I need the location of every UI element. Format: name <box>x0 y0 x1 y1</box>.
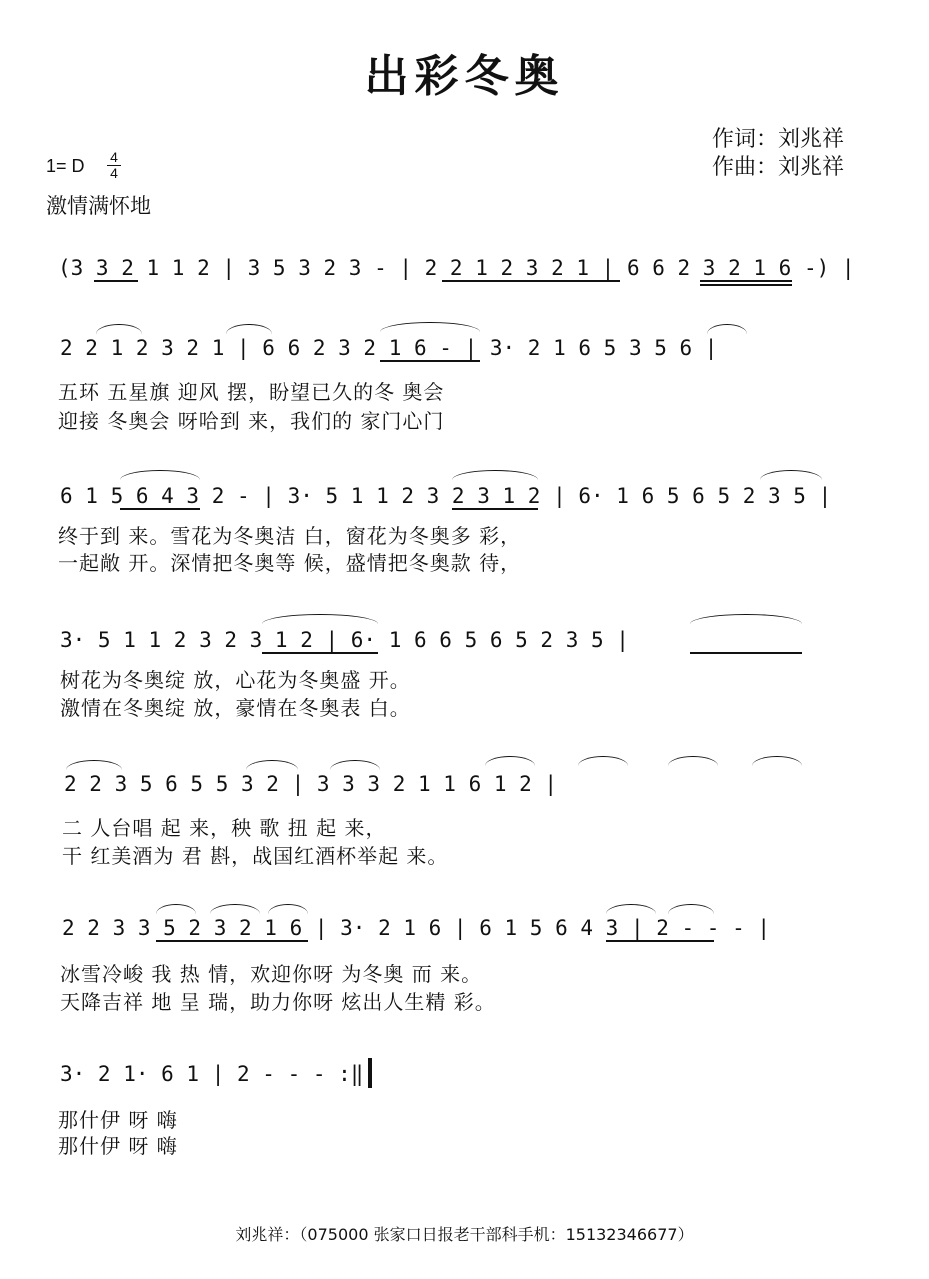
time-signature <box>104 150 124 181</box>
system-1-notes: (3 3 2 1 1 2 | 3 5 3 2 3 - | 2 2 1 2 3 2 1 | 6 6 2 3 2 1 6 -) | <box>58 256 855 280</box>
final-barline <box>368 1058 372 1088</box>
system-5-lyrics-verse-2: 干 红美酒为 君 斟，战国红酒杯举起 来。 <box>62 844 449 868</box>
slur <box>268 904 308 914</box>
slur <box>668 756 718 766</box>
underline <box>452 508 538 510</box>
underline <box>156 940 308 942</box>
system-3-lyrics-verse-1: 终于到 来。雪花为冬奥洁 白，窗花为冬奥多 彩， <box>58 524 522 548</box>
slur <box>606 904 656 914</box>
underline <box>442 280 620 282</box>
slur <box>760 470 822 480</box>
system-5-notes: 2 2 3 5 6 5 5 3 2 | 3 3 3 2 1 1 6 1 2 | <box>64 772 558 796</box>
system-4-lyrics-verse-2: 激情在冬奥绽 放，豪情在冬奥表 白。 <box>60 696 411 720</box>
system-4-lyrics-verse-1: 树花为冬奥绽 放，心花为冬奥盛 开。 <box>60 668 411 692</box>
slur <box>156 904 196 914</box>
composer-credit: 作曲：刘兆祥 <box>712 155 845 180</box>
lyricist-credit: 作词：刘兆祥 <box>712 127 845 152</box>
time-signature-bottom: 4 <box>110 165 118 181</box>
system-6-notes: 2 2 3 3 5 2 3 2 1 6 | 3· 2 1 6 | 6 1 5 6 4 3 | 2 - - - | <box>62 916 771 940</box>
slur <box>226 324 272 334</box>
slur <box>120 470 200 480</box>
system-3-lyrics-verse-2: 一起敞 开。深情把冬奥等 候，盛情把冬奥款 待， <box>58 551 522 575</box>
system-4-notes: 3· 5 1 1 2 3 2 3 1 2 | 6· 1 6 6 5 6 5 2 3 5 | <box>60 628 629 652</box>
system-6-lyrics-verse-2: 天降吉祥 地 呈 瑞，助力你呀 炫出人生精 彩。 <box>60 990 496 1014</box>
slur <box>210 904 260 914</box>
slur <box>485 756 535 766</box>
underline <box>120 508 200 510</box>
system-6-lyrics-verse-1: 冰雪冷峻 我 热 情，欢迎你呀 为冬奥 而 来。 <box>60 962 483 986</box>
slur <box>707 324 747 334</box>
time-signature-top: 4 <box>110 149 118 165</box>
slur <box>330 760 380 770</box>
system-7-lyrics-verse-2: 那什伊 呀 嗨 <box>58 1134 178 1158</box>
contact-footer: 刘兆祥：（075000 张家口日报老干部科手机：15132346677） <box>235 1225 694 1244</box>
song-title: 出彩冬奥 <box>364 51 565 102</box>
slur <box>668 904 714 914</box>
system-3-notes: 6 1 5 6 4 3 2 - | 3· 5 1 1 2 3 2 3 1 2 | 6· 1 6 5 6 5 2 3 5 | <box>60 484 832 508</box>
system-7-lyrics-verse-1: 那什伊 呀 嗨 <box>58 1108 178 1132</box>
underline <box>700 284 792 286</box>
system-5-lyrics-verse-1: 二 人台唱 起 来，秧 歌 扭 起 来， <box>62 816 387 840</box>
system-2-notes: 2 2 1 2 3 2 1 | 6 6 2 3 2 1 6 - | 3· 2 1 6 5 3 5 6 | <box>60 336 718 360</box>
system-2-lyrics-verse-2: 迎接 冬奥会 呀哈到 来，我们的 家门心门 <box>58 409 445 433</box>
slur <box>96 324 142 334</box>
tempo-marking: 激情满怀地 <box>46 194 151 218</box>
slur <box>246 760 298 770</box>
underline <box>380 360 480 362</box>
slur <box>578 756 628 766</box>
system-7-notes: 3· 2 1· 6 1 | 2 - - - :‖ <box>60 1062 364 1086</box>
underline <box>262 652 378 654</box>
slur <box>690 614 802 624</box>
system-2-lyrics-verse-1: 五环 五星旗 迎风 摆，盼望已久的冬 奥会 <box>58 380 445 404</box>
key-signature: 1= D <box>46 156 85 176</box>
underline <box>690 652 802 654</box>
underline <box>606 940 714 942</box>
slur <box>452 470 538 480</box>
underline <box>700 280 792 282</box>
slur <box>380 322 480 332</box>
slur <box>66 760 122 770</box>
underline <box>94 280 138 282</box>
slur <box>262 614 378 624</box>
slur <box>752 756 802 766</box>
